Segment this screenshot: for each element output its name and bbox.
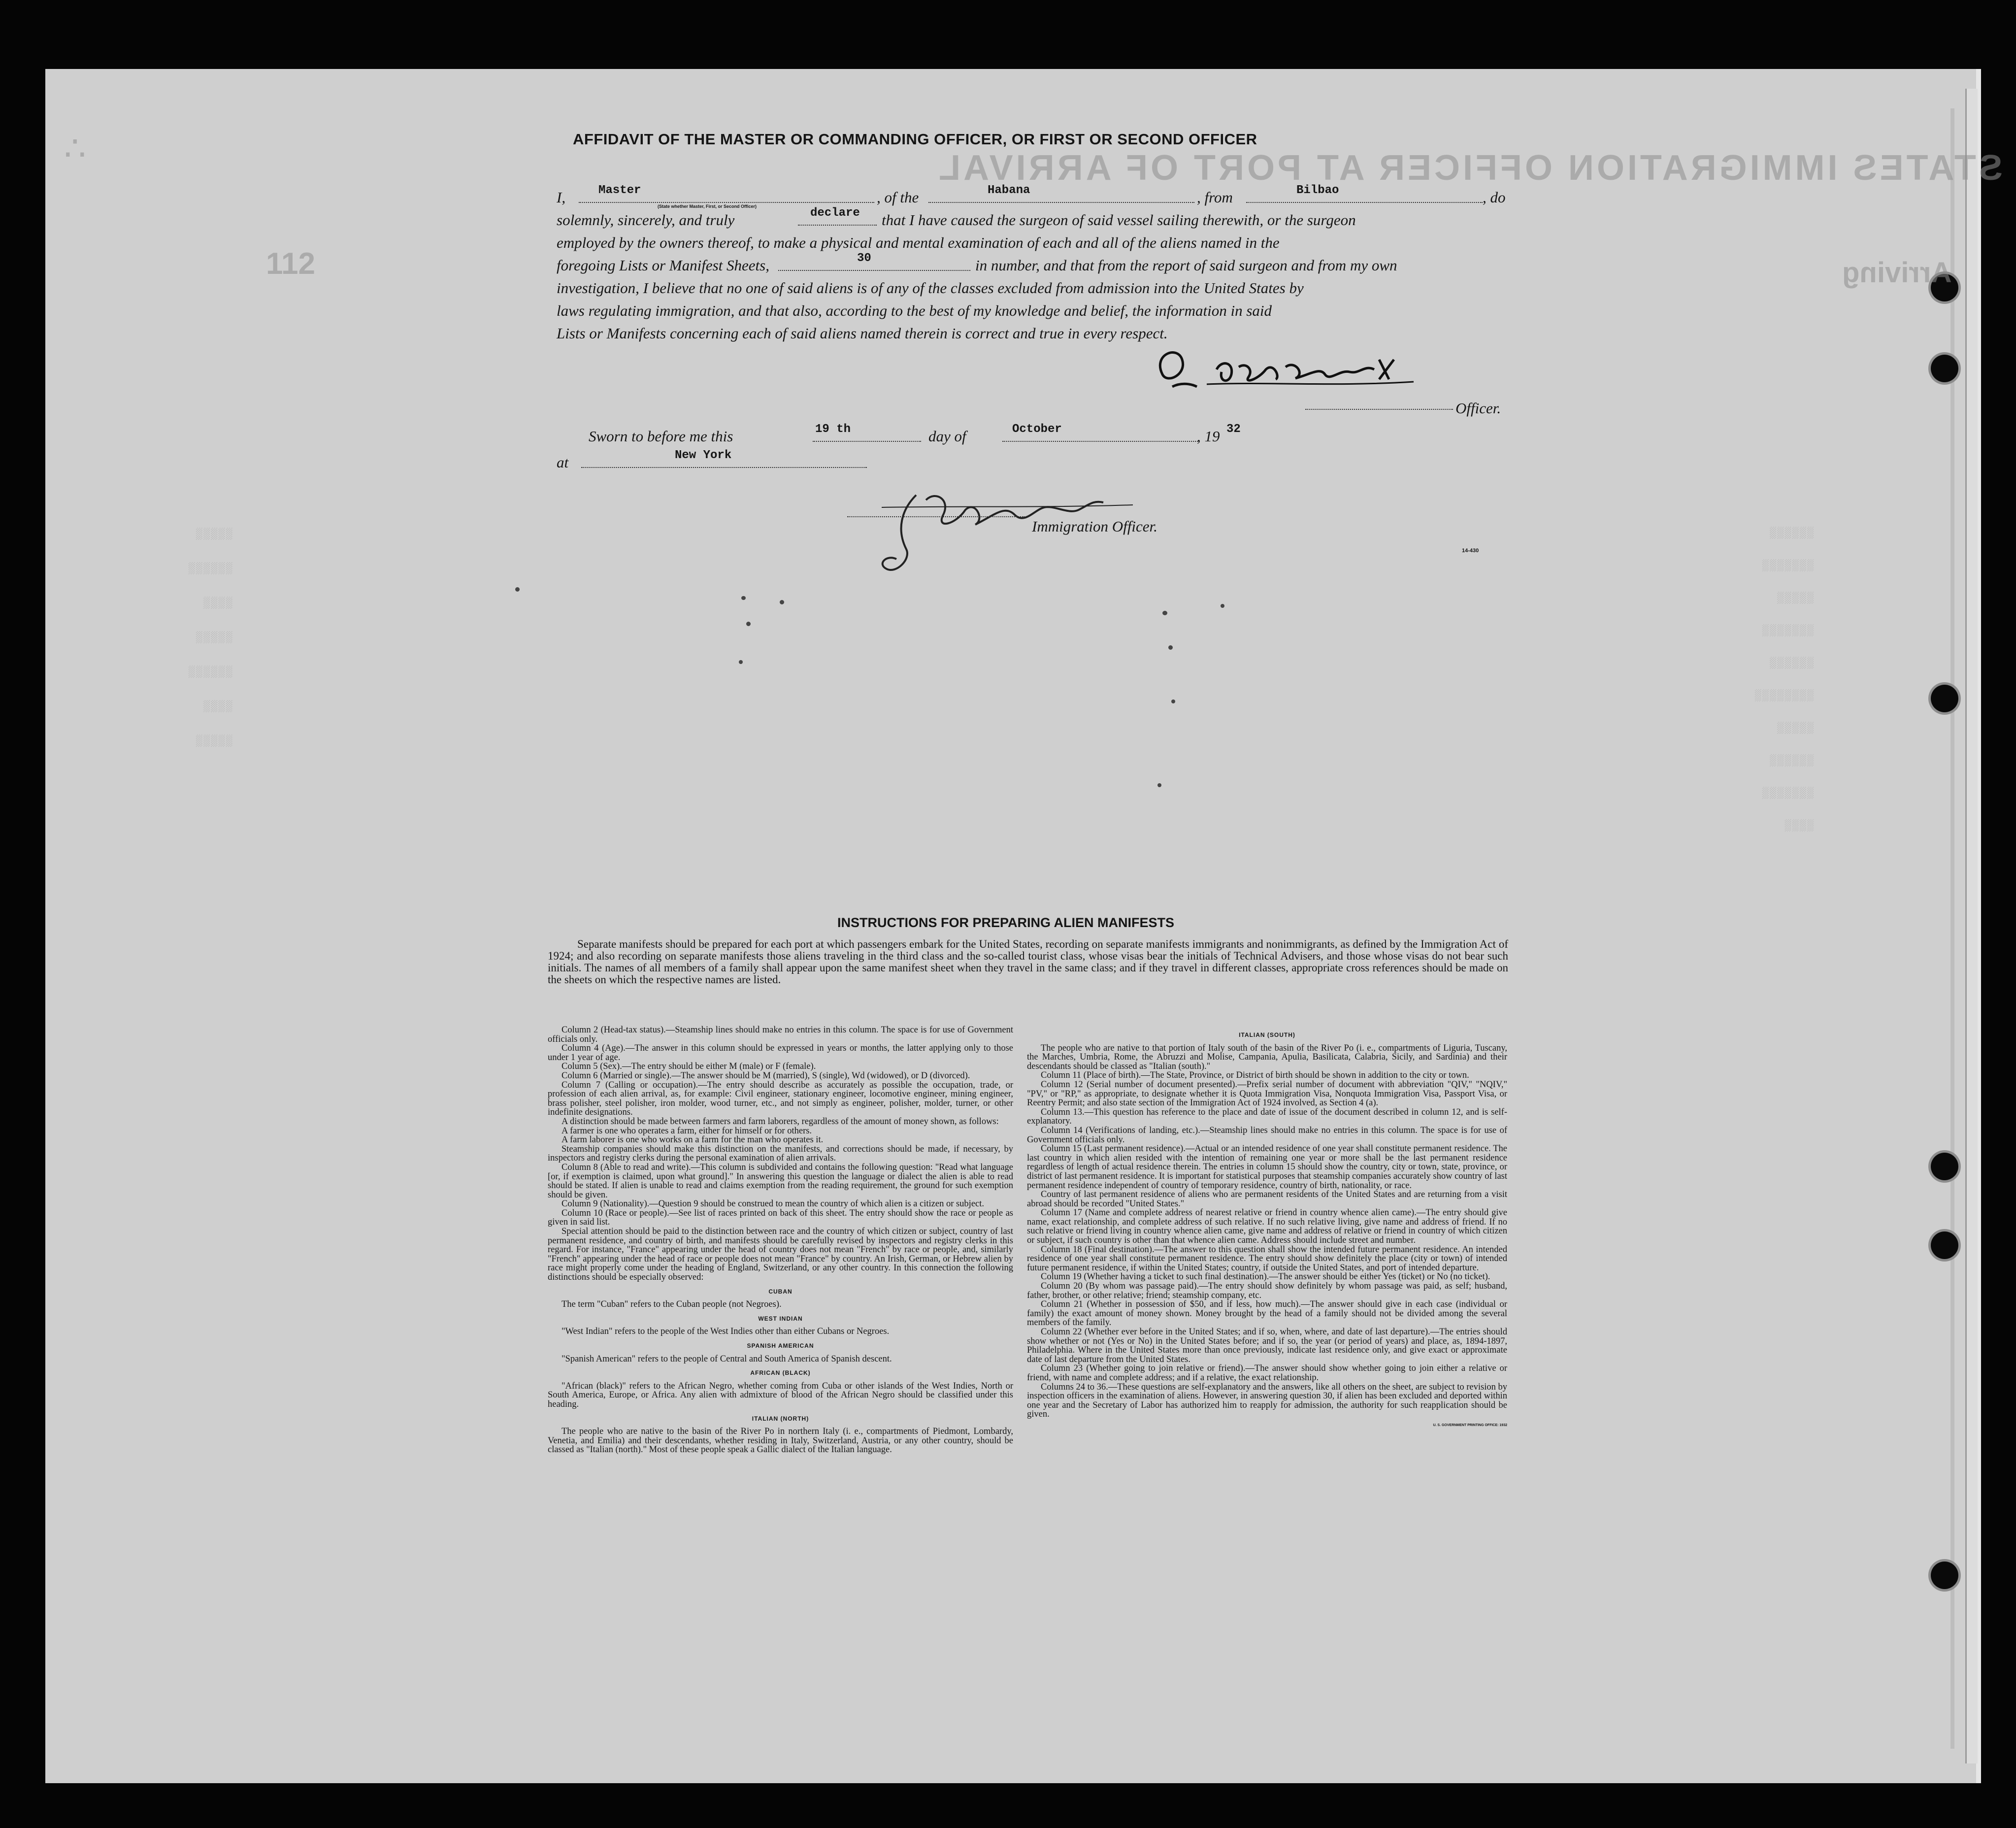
verb-underline	[798, 225, 877, 226]
instruction-col-18: Column 18 (Final destination).—The answer to this question shall show the intended future permanent residence. An intended residence of one year shall constitute permanent residence. The entry should show definitely the place (city or town) of intended future permanent residence, if within the United States; country, if outside the United States, and port of intended departure.	[1027, 1244, 1507, 1273]
immigration-officer-line	[847, 516, 1025, 517]
page-edge	[1965, 89, 1978, 1763]
instruction-farmers: A distinction should be made between farmers and farm laborers, regardless of the amount of money shown, as follows:	[562, 1116, 999, 1127]
instruction-race-distinction: Special attention should be paid to the distinction between race and the country of which citizen or subject, country of last permanent residence, and country of birth, and manifests should be carefully revised by inspectors and registry clerks in this regard. For instance, "France" appearing under the head of country does not mean "French" by race or people, and, similarly "French" appearing under the head of race or people does not mean "France" by country. An Irish, German, or Hebrew alien by race might properly come under the heading of England, Switzerland, or any other country. In this connection the following distinctions should be especially observed:	[548, 1227, 1013, 1283]
instruction-col-17: Column 17 (Name and complete address of nearest relative or friend in country whence alien came).—The entry should give name, exact relationship, and complete address of such relative. If no such relative living, give name and address of friend. If no such relative or friend living in country whence alien came, give name and address of relative or friend in country of which citizen or subject, if such country is other than that whence alien came. Address should include street and number.	[1027, 1208, 1507, 1246]
instruction-italian-north: The people who are native to the basin of the River Po in northern Italy (i. e., compartments of Piedmont, Lombardy, Venetia, and Emilia) and their descendants, whether residing in Italy, Switzerland, Austria, or any other country, should be classed as "Italian (north)." Most of these people speak a Gallic dialect of the Italian language.	[548, 1427, 1013, 1455]
page-edge	[1950, 108, 1954, 1749]
heading-cuban: CUBAN	[768, 1288, 793, 1295]
instruction-col-10: Column 10 (Race or people).—See list of races printed on back of this sheet. The entry should show the race or people as given in said list.	[548, 1208, 1013, 1228]
of-the-text: , of the	[877, 189, 919, 206]
ink-mark	[1221, 604, 1224, 608]
printing-office-note: U. S. GOVERNMENT PRINTING OFFICE: 1932	[1433, 1423, 1507, 1427]
affidavit-line-5: investigation, I believe that no one of said aliens is of any of the classes excluded from admission into the United States by	[557, 279, 1304, 297]
instruction-col-5: Column 5 (Sex).—The entry should be either M (male) or F (female).	[562, 1062, 816, 1072]
instructions-title: INSTRUCTIONS FOR PREPARING ALIEN MANIFESTS	[837, 915, 1175, 930]
instruction-col-7: Column 7 (Calling or occupation).—The entry should describe as accurately as possible the occupation, trade, or profession of each alien arrival, as, for example: Civil engineer, stationary engineer, locomotive engineer, mining engineer, brass polisher, steel polisher, iron molder, wood turner, etc., and not simply as engineer, polisher, molder, turner, or other indefinite designations.	[548, 1080, 1013, 1118]
instruction-spanish-american: "Spanish American" refers to the people of Central and South America of Spanish descent.	[562, 1354, 892, 1364]
year-prefix: , 19	[1197, 428, 1220, 445]
instruction-col-15: Column 15 (Last permanent residence).—Actual or an intended residence of one year shall constitute permanent residence. The last country in which alien resided with the intention of remaining one year or more shall be the last permanent residence regardless of length of actual residence therein. The entries in column 15 should show the country, city or town, state, province, or district of last permanent residence. It is important for statistical purposes that steamship companies accurately show country of last permanent residence independent of country of temporary residence, country of birth, nationality, or race.	[1027, 1144, 1507, 1191]
month-underline	[1002, 441, 1199, 442]
heading-italian-north: ITALIAN (NORTH)	[752, 1415, 809, 1422]
affidavit-i: I,	[557, 189, 566, 206]
heading-african: AFRICAN (BLACK)	[750, 1369, 811, 1377]
day-underline	[813, 441, 921, 442]
bleed-through-mark: 112	[266, 247, 316, 281]
instruction-steamship: Steamship companies should make this distinction on the manifests, and corrections should be made, if necessary, by inspectors and registry clerks during the personal examination of alien arrivals.	[548, 1144, 1013, 1163]
affidavit-line-6: laws regulating immigration, and that also, according to the best of my knowledge and belief, the information in said	[557, 302, 1272, 319]
place-value: New York	[675, 449, 732, 462]
instruction-col-9: Column 9 (Nationality).—Question 9 should be construed to mean the country of which alien is a citizen or subject.	[562, 1199, 985, 1209]
instruction-col-23: Column 23 (Whether going to join relative or friend).—The answer should show whether going to join either a relative or friend, with name and complete address; and if a relative, the exact relationship.	[1027, 1363, 1507, 1383]
ink-mark	[1162, 611, 1167, 615]
heading-west-indian: WEST INDIAN	[758, 1315, 803, 1322]
instruction-col-21: Column 21 (Whether in possession of $50, and if less, how much).—The answer should give in each case (individual or family) the exact amount of money shown. Money brought by the head of a family should not be divided among the several members of the family.	[1027, 1299, 1507, 1328]
affidavit-line-2b: that I have caused the surgeon of said vessel sailing therewith, or the surgeon	[882, 211, 1356, 229]
affidavit-line-7: Lists or Manifests concerning each of said aliens named therein is correct and true in every respect.	[557, 325, 1168, 342]
verb-value: declare	[810, 206, 860, 220]
instruction-col-13: Column 13.—This question has reference to the place and date of issue of the document described in column 12, and is self-explanatory.	[1027, 1107, 1507, 1127]
ink-mark	[746, 622, 751, 626]
binder-hole	[1931, 1562, 1958, 1589]
immigration-officer-label: Immigration Officer.	[1032, 518, 1157, 535]
instruction-residence-us: Country of last permanent residence of aliens who are permanent residents of the United States and are returning from a visit abroad should be recorded "United States."	[1027, 1190, 1507, 1209]
binder-hole	[1931, 1153, 1958, 1180]
sheets-underline	[778, 270, 970, 271]
vessel-value: Habana	[988, 184, 1030, 197]
form-number: 14-430	[1462, 548, 1479, 554]
instructions-left-column	[548, 1026, 1013, 1455]
ink-mark	[1157, 783, 1161, 787]
instruction-col-24-36: Columns 24 to 36.—These questions are self-explanatory and the answers, like all others on the sheet, are subject to revision by inspection officers in the examination of aliens. However, in answering question 30, if alien has been excluded and deported within one year and the Secretary of Labor has authorized him to reapply for admission, the authority for such reapplication should be given.	[1027, 1382, 1507, 1420]
binder-hole	[1931, 685, 1958, 712]
bleed-through-column: ░░░░░░ ░░░░░░░ ░░░░░ ░░░░░░░ ░░░░░░ ░░░░░░░░ ░░░░░ ░░░░░░ ░░░░░░░ ░░░░	[1753, 527, 1814, 832]
instruction-col-12: Column 12 (Serial number of document presented).—Prefix serial number of document with abbreviation "QIV," "NQIV," "PV," or "RP," as appropriate, to designate whether it is Quota Immigration Visa, Nonquota Immigration Visa, Passport Visa, or Reentry Permit; and also state section of the Immigration Act of 1924 involved, as Section 4 (a).	[1027, 1079, 1507, 1108]
ink-mark	[741, 596, 746, 600]
ink-mark	[515, 587, 520, 592]
bleed-through-heading: STATES IMMIGRATION OFFICER AT PORT OF ARRIVAL	[936, 148, 2003, 188]
instructions-right-column	[1027, 1026, 1507, 1430]
ink-mark	[780, 600, 784, 604]
officer-signature	[1148, 340, 1443, 399]
heading-spanish-american: SPANISH AMERICAN	[747, 1342, 814, 1349]
year-value: 32	[1226, 423, 1241, 436]
day-of-text: day of	[928, 428, 966, 445]
affidavit-title: AFFIDAVIT OF THE MASTER OR COMMANDING OFFICER, OR FIRST OR SECOND OFFICER	[573, 131, 1257, 148]
rank-underline	[579, 202, 874, 203]
ink-mark	[1171, 699, 1175, 703]
port-value: Bilbao	[1296, 184, 1339, 197]
sheets-value: 30	[857, 252, 871, 265]
instruction-cuban: The term "Cuban" refers to the Cuban people (not Negroes).	[562, 1299, 782, 1310]
ink-mark	[1168, 645, 1173, 650]
instruction-col-19: Column 19 (Whether having a ticket to such final destination).—The answer should be either Yes (ticket) or No (no ticket).	[1041, 1272, 1490, 1282]
instruction-farm-laborer: A farm laborer is one who works on a farm for the man who operates it.	[562, 1135, 824, 1145]
instruction-col-2: Column 2 (Head-tax status).—Steamship lines should make no entries in this column. The space is for use of Government officials only.	[548, 1025, 1013, 1044]
bleed-through-column: ░░░░░ ░░░░░░ ░░░░ ░░░░░ ░░░░░░ ░░░░ ░░░░░	[187, 528, 232, 747]
affidavit-line-3: employed by the owners thereof, to make a physical and mental examination of each and all of the aliens named in the	[557, 234, 1280, 251]
month-value: October	[1012, 423, 1062, 436]
ink-mark	[739, 660, 743, 664]
place-underline	[581, 467, 867, 468]
instruction-col-22: Column 22 (Whether ever before in the United States; and if so, when, where, and date of last departure).—The entries should show whether or not (Yes or No) in the United States before; and if so, the year (or period of years) and place, as, 1894-1897, Philadelphia. Where in the United States more than once previously, indicate last residence only, and give exact or approximate date of last departure from the United States.	[1027, 1327, 1507, 1364]
instruction-col-11: Column 11 (Place of birth).—The State, Province, or District of birth should be shown in addition to the city or town.	[1041, 1070, 1469, 1081]
affidavit-line-4b: in number, and that from the report of said surgeon and from my own	[975, 257, 1397, 274]
officer-label: Officer.	[1455, 399, 1501, 417]
binder-hole	[1931, 355, 1958, 382]
binder-hole	[1931, 1231, 1958, 1259]
instructions-intro: Separate manifests should be prepared for each port at which passengers embark for the United States, recording on separate manifests immigrants and nonimmigrants, as defined by the Immigration Act of 1924; and also recording on separate manifests those aliens traveling in the third class and the so-called tourist class, whose visas bear the initials of Technical Advisers, and those whose visas do not bear such initials. The names of all members of a family shall appear upon the same manifest sheet when they travel in the same class; and if they travel in different classes, appropriate cross references should be made on the sheets on which the respective names are listed.	[548, 938, 1508, 986]
heading-italian-south: ITALIAN (SOUTH)	[1239, 1031, 1295, 1038]
instruction-african: "African (black)" refers to the African Negro, whether coming from Cuba or other islands of the West Indies, North or South America, Europe, or Africa. Any alien with admixture of blood of the African Negro should be classified under this heading.	[548, 1381, 1013, 1409]
do-text: , do	[1483, 189, 1506, 206]
from-text: , from	[1197, 189, 1233, 206]
sworn-text: Sworn to before me this	[589, 428, 733, 445]
rank-value: Master	[598, 184, 641, 197]
port-underline	[1246, 202, 1483, 203]
instruction-col-4: Column 4 (Age).—The answer in this column should be expressed in years or months, the latter applying only to those under 1 year of age.	[548, 1043, 1013, 1063]
instruction-col-6: Column 6 (Married or single).—The answer should be M (married), S (single), Wd (widowed), or D (divorced).	[562, 1070, 970, 1081]
at-text: at	[557, 454, 569, 471]
instruction-col-8: Column 8 (Able to read and write).—This column is subdivided and contains the following question: "Read what language [or, if exemption is claimed, upon what ground]." In answering this question the language or dialect the alien is able to read should be stated. If alien is unable to read and claims exemption from the reading requirement, the ground for such exemption should be given.	[548, 1162, 1013, 1200]
bleed-through-mark: ∴	[64, 129, 86, 167]
instruction-col-14: Column 14 (Verifications of landing, etc.).—Steamship lines should make no entries in this column. The space is for use of Government officials only.	[1027, 1125, 1507, 1145]
affidavit-line-2: solemnly, sincerely, and truly	[557, 211, 735, 229]
affidavit-line-4a: foregoing Lists or Manifest Sheets,	[557, 257, 769, 274]
vessel-underline	[928, 202, 1194, 203]
rank-note: (State whether Master, First, or Second Officer)	[658, 204, 757, 209]
instruction-farmer: A farmer is one who operates a farm, either for himself or for others.	[562, 1126, 812, 1136]
bleed-through-heading: Arriving	[1842, 257, 1952, 289]
instruction-italian-south: The people who are native to that portion of Italy south of the basin of the River Po (i. e., compartments of Liguria, Tuscany, the Marches, Umbria, Rome, the Abruzzi and Molise, Campania, Apulia, Basilicata, Calabria, Sicily, and Sardinia) and their descendants should be classed as "Italian (south)."	[1027, 1043, 1507, 1071]
officer-signature-line	[1305, 409, 1453, 410]
instruction-col-20: Column 20 (By whom was passage paid).—The entry should show definitely by whom passage was paid, as self; husband, father, brother, or other relative; friend; steamship company, etc.	[1027, 1281, 1507, 1300]
day-value: 19 th	[815, 423, 851, 436]
instruction-west-indian: "West Indian" refers to the people of the West Indies other than either Cubans or Negroes.	[562, 1327, 890, 1337]
